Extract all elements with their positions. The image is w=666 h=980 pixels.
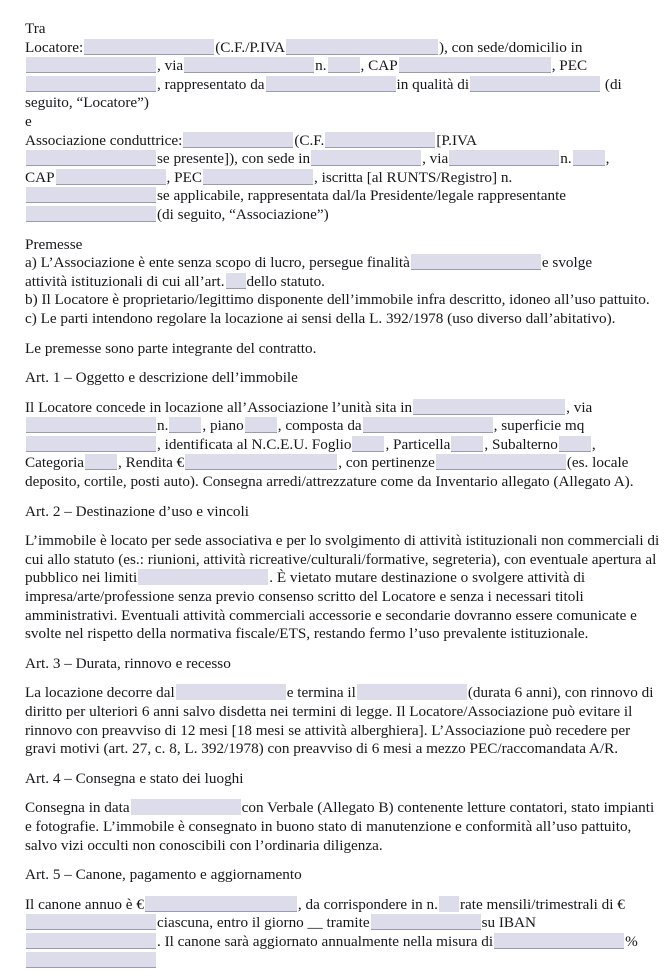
art2-body [25,532,664,644]
field-art5-percentuale[interactable] [494,933,624,949]
field-tenant-civico[interactable] [573,150,605,166]
premesse-a-text2: e svolge [541,254,593,272]
premesse-a-text4: dello statuto. [246,272,325,290]
field-premesse-finalita[interactable] [411,254,541,270]
art1-t4: , piano [202,417,244,435]
art1-t5: , composta da [277,417,362,435]
art5-heading: Art. 5 – Canone, pagamento e aggiornamento [25,866,302,884]
art4-t1: Consegna in data [25,799,130,817]
field-landlord-civico[interactable] [328,57,360,73]
tenant-iscritta-label: , iscritta [al RUNTS/Registro] n. [314,168,513,186]
field-tenant-via[interactable] [449,150,559,166]
premesse-a [25,254,664,291]
field-landlord-rappresentante[interactable] [266,76,396,92]
tenant-cf-label: (C.F. [294,131,325,149]
art1-t1: Il Locatore concede in locazione all’Associazione l’unità sita in [25,398,413,416]
field-tenant-runts[interactable] [26,187,156,203]
landlord-rappresentato-label: , rappresentato da [157,75,265,93]
field-tenant-pec[interactable] [203,169,313,185]
landlord-sede-text: ), con sede/domicilio in [439,38,583,56]
art5-t7: % [625,932,638,950]
field-art5-tramite[interactable] [371,914,481,930]
tenant-n-label: n. [560,150,572,168]
art1-t14: (es. locale [566,454,629,472]
field-art3-inizio[interactable] [176,684,286,700]
landlord-via-label: , via [157,57,184,75]
landlord-qualita-label: in qualità di [396,75,470,93]
art1-t12: , Rendita € [118,454,185,472]
premesse-a-text1: a) L’Associazione è ente senza scopo di lucro, persegue finalità [25,254,410,272]
art2-t1: L’immobile è locato per sede associativa e per lo svolgimento di attività istituzionali non commerciali di cui allo statuto (es.: riunioni, attività ricreative/culturali/formative, segreteria), con eventuale apertura al pubblico nei limiti [25,532,660,587]
field-landlord-via[interactable] [184,57,314,73]
art3-t1: La locazione decorre dal [25,684,175,702]
art4-t2: con Verbale (Allegato B) contenente letture contatori, stato impianti e fotografie. L’immobile è consegnato in buono stato di manutenzione e conformità all’uso pattuito, salvo vizi occulti non conoscibili con l’ordinaria diligenza. [25,799,655,854]
tenant-cap-label: CAP [25,168,55,186]
field-art1-composta[interactable] [363,417,493,433]
field-landlord-cf-piva[interactable] [286,39,438,55]
landlord-label: Locatore: [25,38,84,56]
field-tenant-name[interactable] [183,132,293,148]
art5-t4: ciascuna, entro il giorno __ tramite [157,914,370,932]
premesse-heading: Premesse [25,235,83,253]
field-tenant-cf[interactable] [325,132,435,148]
landlord-cf-piva-label: (C.F./P.IVA [215,38,286,56]
field-tenant-cap[interactable] [56,169,166,185]
tenant-comma: , [605,150,610,168]
art5-t1: Il canone annuo è € [25,895,144,913]
field-art1-civico[interactable] [169,417,201,433]
art1-heading: Art. 1 – Oggetto e descrizione dell’immobile [25,369,298,387]
art5-t2: , da corrispondere in n. [297,895,438,913]
art5-t3: rate mensili/trimestrali di € [459,895,625,913]
parties-conjunction: e [25,112,32,130]
field-art1-via[interactable] [26,417,156,433]
field-tenant-presidente[interactable] [26,206,156,222]
art5-t6: . Il canone sarà aggiornato annualmente nella misura di [157,932,494,950]
parties-heading: Tra [25,20,46,37]
field-art1-particella[interactable] [451,436,483,452]
premesse-b: b) Il Locatore è proprietario/legittimo disponente dell’immobile infra descritto, idoneo all’uso pattuito. [25,291,650,309]
art4-heading: Art. 4 – Consegna e stato dei luoghi [25,769,244,787]
field-art1-categoria[interactable] [85,454,117,470]
art1-t2: , via [566,398,593,416]
field-art4-data[interactable] [131,799,241,815]
art3-body [25,684,664,758]
premesse-c: c) Le parti intendono regolare la locazione ai sensi della L. 392/1978 (uso diverso dall’abitativo). [25,309,616,327]
art4-body [25,799,664,855]
art3-t3: (durata 6 anni), con rinnovo di diritto per ulteriori 6 anni salvo disdetta nei termini di legge. Il Locatore/Associazione può evitare il rinnovo con preavviso di 12 mesi [18 mesi se attività alberghiera]. L’Associazione può recedere per gravi motivi (art. 27, c. 8, L. 392/1978) con preavviso di 6 mesi a mezzo PEC/raccomandata A/R. [25,684,654,758]
art5-body [25,896,664,970]
art1-t6: , superficie mq [493,417,585,435]
art1-t11: Categoria [25,454,85,472]
field-art1-rendita[interactable] [185,454,337,470]
art5-t5: su IBAN [481,914,536,932]
field-art5-iban[interactable] [26,933,156,949]
art1-t8: , Particella [385,435,451,453]
tenant-piva-label: [P.IVA [436,131,477,149]
art3-heading: Art. 3 – Durata, rinnovo e recesso [25,654,231,672]
field-art5-overflow[interactable] [26,952,156,968]
field-art5-canone[interactable] [145,896,297,912]
tenant-via-label: , via [422,150,449,168]
field-landlord-name[interactable] [84,39,214,55]
field-art1-subalterno[interactable] [559,436,591,452]
landlord-cap-label: , CAP [360,57,398,75]
art2-t2: . È vietato mutare destinazione o svolgere attività di impresa/arte/professione senza previo consenso scritto del Locatore e senza i necessari titoli amministrativi. Eventuali attività commerciali accessorie e secondarie dovranno essere comunicate e svolte nel rispetto della normativa fiscale/ETS, restando fermo l’uso prevalente istituzionale. [25,569,637,643]
tenant-se-applicabile-label: se applicabile, rappresentata dal/la Presidente/legale rappresentante [157,187,567,205]
art1-body [25,399,664,492]
field-art1-mq[interactable] [26,436,156,452]
field-landlord-cap[interactable] [399,57,551,73]
art1-t10: , [591,435,596,453]
tenant-se-presente-label: se presente]), con sede in [157,150,311,168]
premesse-closing: Le premesse sono parte integrante del contratto. [25,339,317,357]
art2-heading: Art. 2 – Destinazione d’uso e vincoli [25,502,249,520]
field-landlord-city[interactable] [26,57,156,73]
field-landlord-qualita[interactable] [470,76,600,92]
document-body [0,20,666,970]
art1-t7: , identificata al N.C.E.U. Foglio [157,435,352,453]
art1-t9: , Subalterno [484,435,558,453]
tenant-label: Associazione conduttrice: [25,131,183,149]
tenant-block [25,132,664,225]
field-art1-pertinenze[interactable] [436,454,566,470]
field-art3-fine[interactable] [357,684,467,700]
art3-t2: e termina il [286,684,356,702]
art1-t15: deposito, cortile, posti auto). Consegna arredi/attrezzature come da Inventario allegato (Allegato A). [25,473,634,491]
landlord-n-label: n. [315,57,327,75]
field-art1-comune[interactable] [413,399,565,415]
field-art5-importo-rata[interactable] [26,914,156,930]
field-art2-limiti[interactable] [138,569,268,585]
field-premesse-art[interactable] [226,273,246,289]
landlord-block: Locatore: (C.F./P.IVA ), con sede/domicilio in , via n. , CAP , PEC , rappresentato da in qualità di (di seguito, “Locatore”) [25,38,622,112]
field-tenant-city[interactable] [311,150,421,166]
field-art5-rate[interactable] [439,896,459,912]
field-landlord-pec[interactable] [26,76,156,92]
field-art1-piano[interactable] [245,417,277,433]
tenant-pec-label: , PEC [166,168,202,186]
art1-t3: n. [157,417,169,435]
field-tenant-piva[interactable] [26,150,156,166]
field-art1-foglio[interactable] [352,436,384,452]
tenant-closing: (di seguito, “Associazione”) [157,205,329,223]
landlord-pec-label: , PEC [551,57,588,75]
premesse-a-text3: attività istituzionali di cui all’art. [25,272,225,290]
art1-t13: , con pertinenze [338,454,435,472]
